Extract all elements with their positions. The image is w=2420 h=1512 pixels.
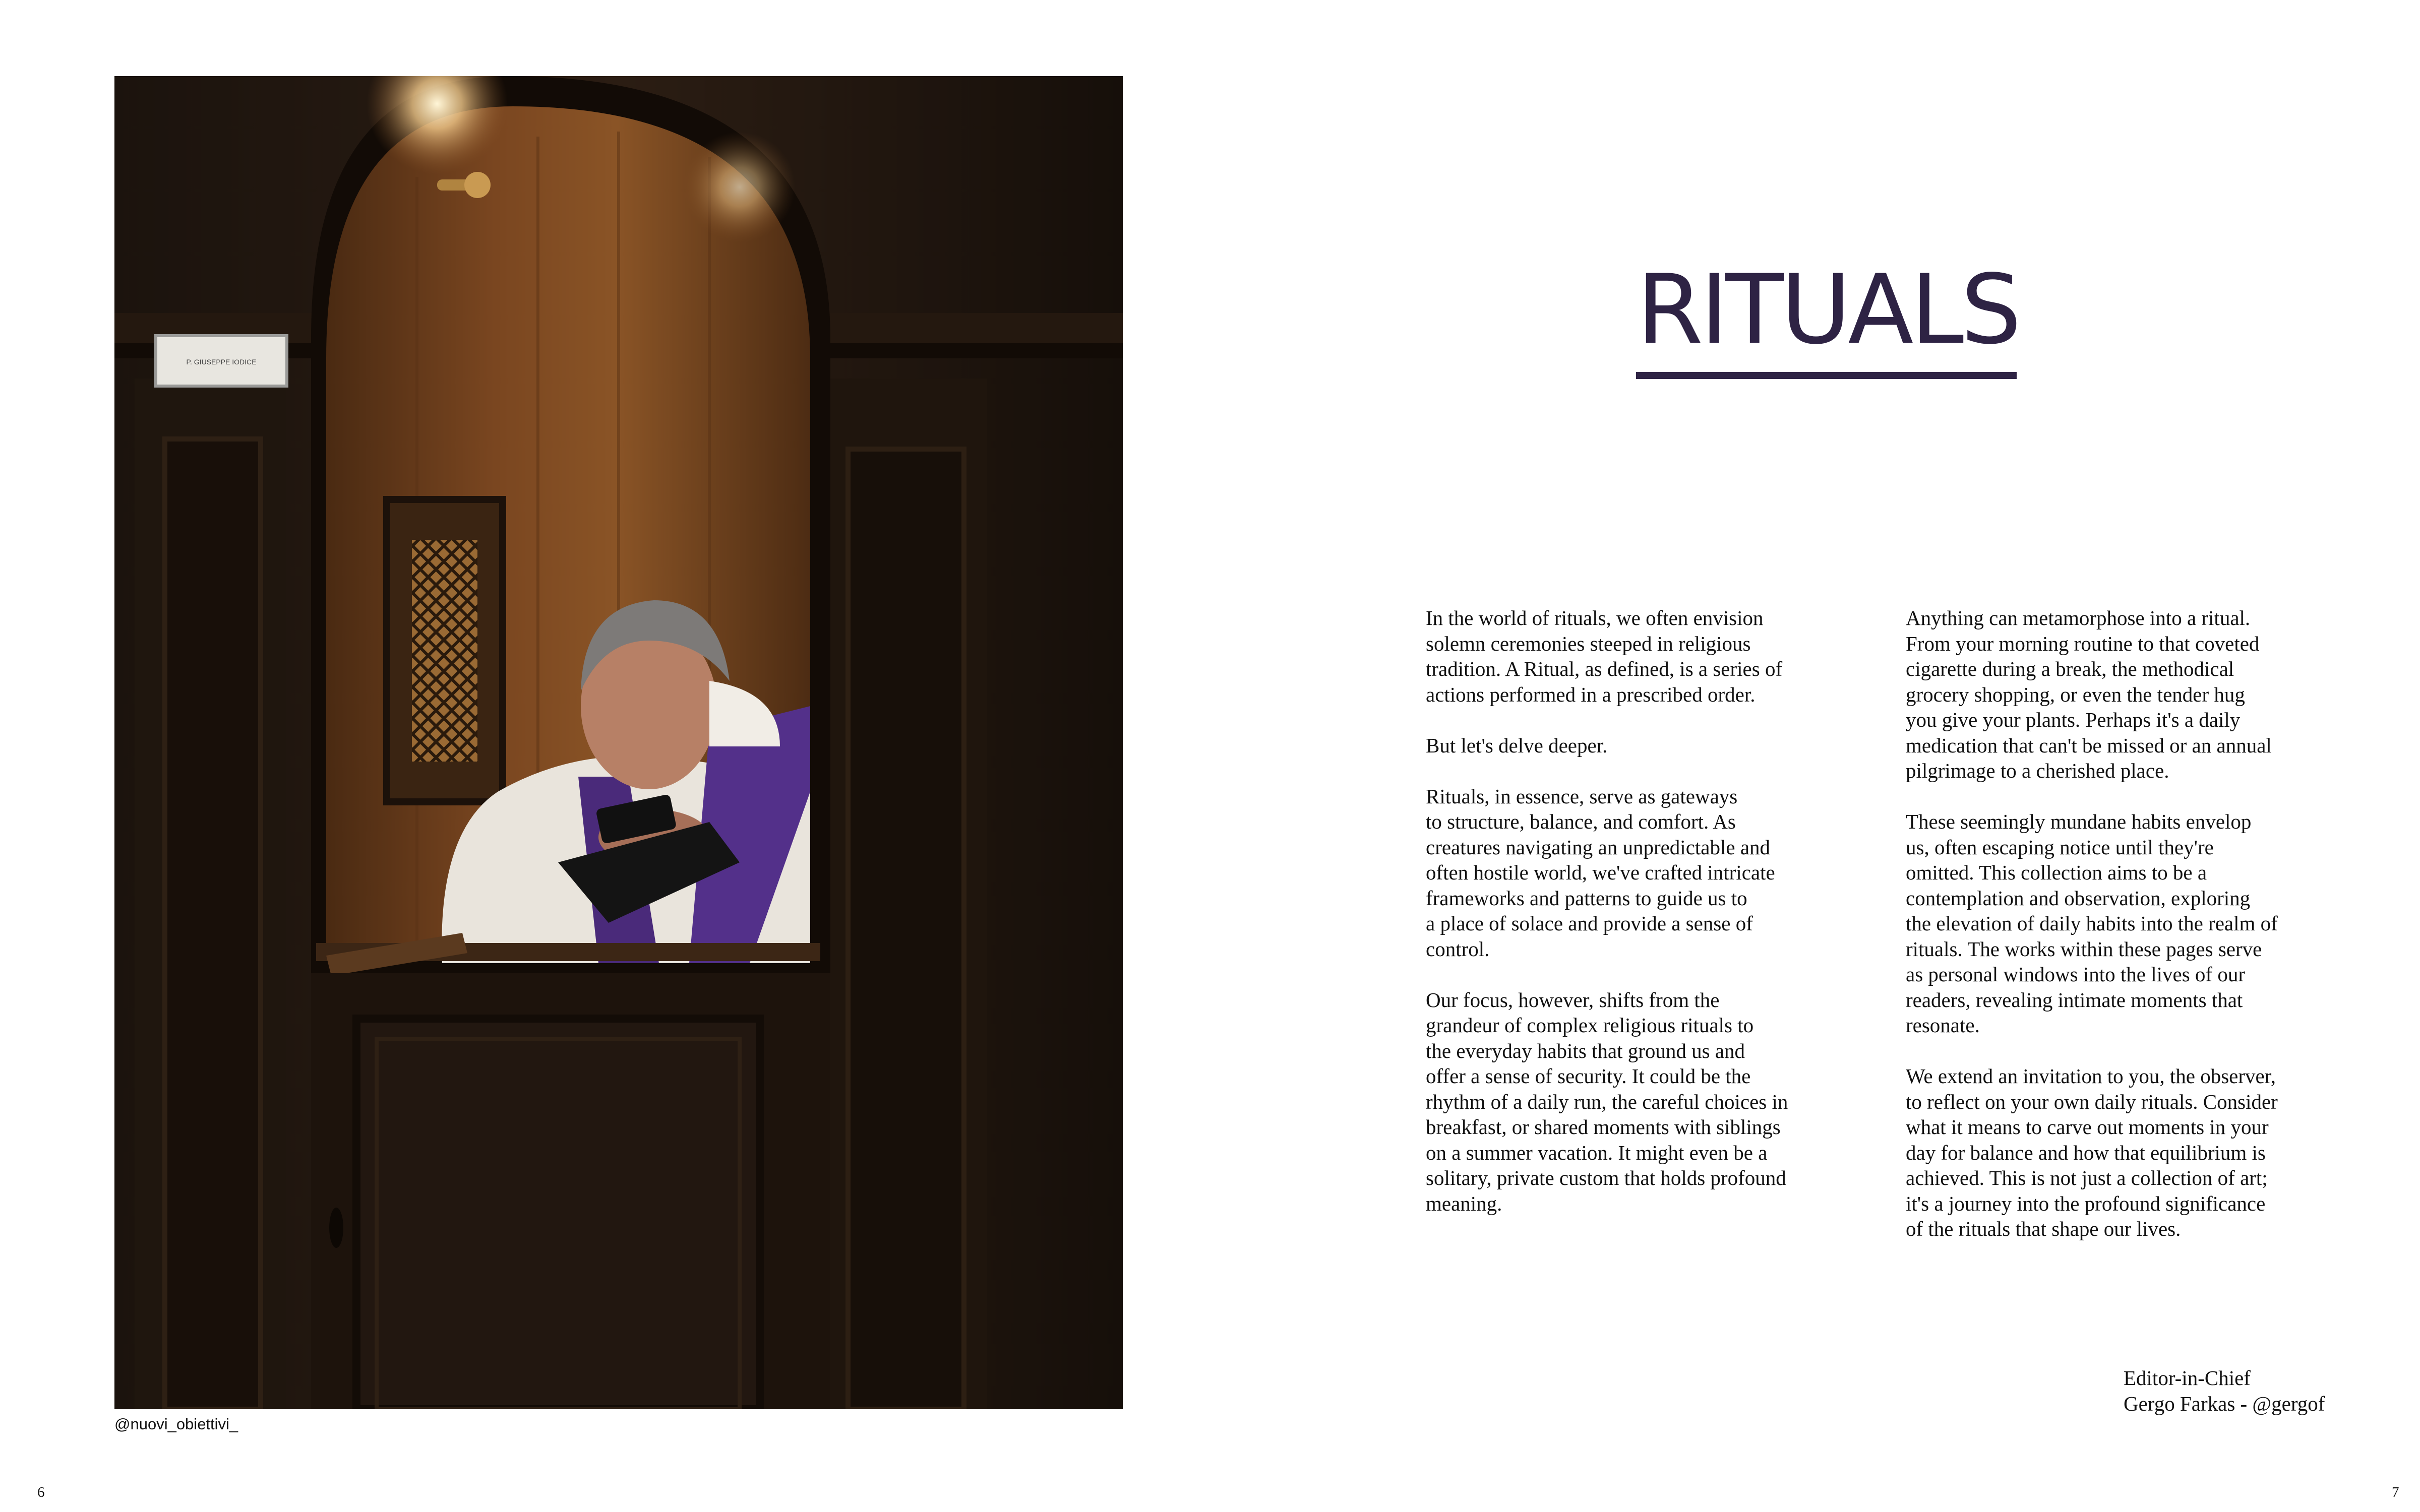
page-number-left: 6	[37, 1484, 45, 1500]
body-column-right	[1906, 605, 2349, 1242]
body-column-left	[1426, 605, 1869, 1216]
paragraph: But let's delve deeper.	[1426, 733, 1608, 757]
signature-role: Editor-in-Chief	[2124, 1366, 2251, 1390]
confessional-photo	[114, 76, 1123, 1409]
paragraph: We extend an invitation to you, the observer, to reflect on your own daily rituals. Consider what it means to carve out moments in your day for balance and how that equilibrium is achieved. This is not just a collection of art; it's a journey into the profound significance of the rituals that shape our lives.	[1906, 1064, 2278, 1240]
paragraph: Anything can metamorphose into a ritual. From your morning routine to that coveted cigarette during a break, the methodical grocery shopping, or even the tender hug you give your plants. Perhaps it's a daily medication that can't be missed or an annual pilgrimage to a cherished place.	[1906, 606, 2272, 782]
nameplate-text: P. GIUSEPPE IODICE	[186, 358, 257, 366]
signature-name: Gergo Farkas - @gergof	[2124, 1392, 2325, 1415]
page-number-right: 7	[2392, 1484, 2399, 1500]
photo-credit: @nuovi_obiettivi_	[114, 1415, 238, 1433]
paragraph: Our focus, however, shifts from the grandeur of complex religious rituals to the everyday habits that ground us and offer a sense of security. It could be the rhythm of a daily run, the careful choices in breakfast, or shared moments with siblings on a summer vacation. It might even be a solitary, private custom that holds profound meaning.	[1426, 988, 1788, 1215]
paragraph: Rituals, in essence, serve as gateways to structure, balance, and comfort. As creatures navigating an unpredictable and often hostile world, we've crafted intricate frameworks and patterns to guide us to a place of solace and provide a sense of control.	[1426, 784, 1775, 961]
title-underline	[1636, 372, 2017, 379]
paragraph: These seemingly mundane habits envelop us, often escaping notice until they're omitted. This collection aims to be a contemplation and observation, exploring the elevation of daily habits into the realm of rituals. The works within these pages serve as personal windows into the lives of our readers, revealing intimate moments that resonate.	[1906, 810, 2278, 1037]
editor-signature	[2124, 1365, 2325, 1416]
page-title: RITUALS	[1637, 254, 2019, 365]
paragraph: In the world of rituals, we often envision solemn ceremonies steeped in religious tradition. A Ritual, as defined, is a series of actions performed in a prescribed order.	[1426, 606, 1783, 706]
